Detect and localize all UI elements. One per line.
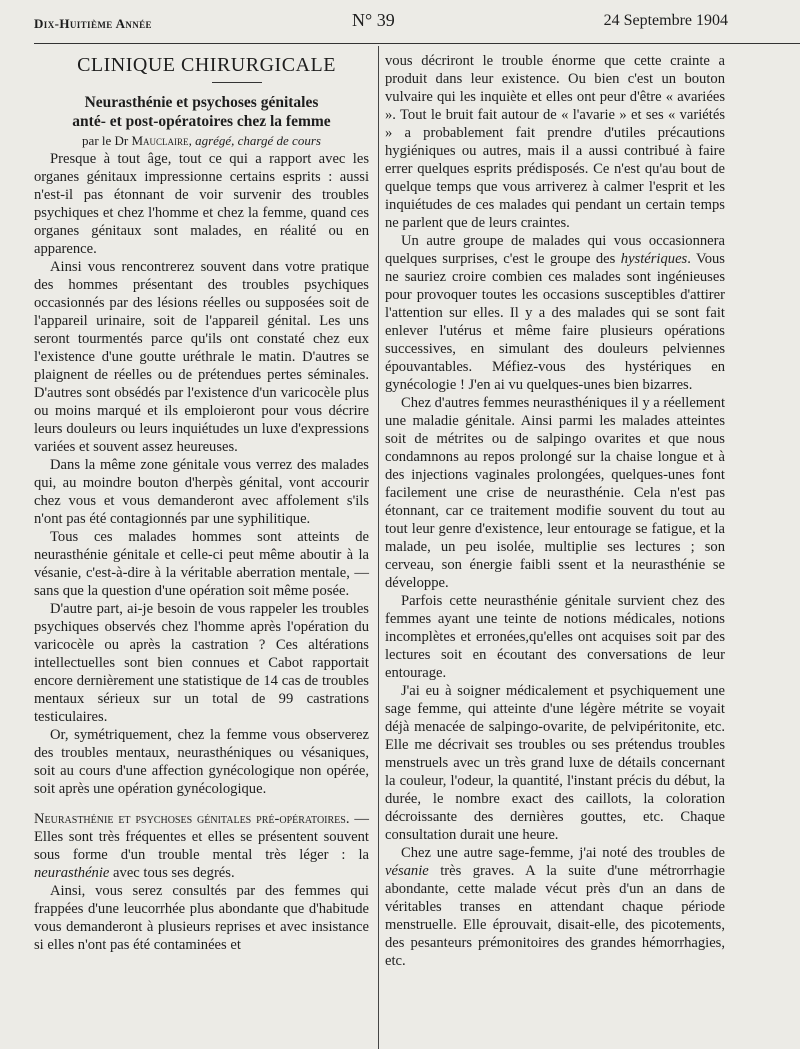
paragraph: Or, symétriquement, chez la femme vous observerez des troubles mentaux, neurasthéniques ou vésaniques, soit au cours d'une affection gynécologique non opérée, soit après une opération gynécologique. bbox=[34, 727, 369, 797]
paragraph: J'ai eu à soigner médicalement et psychiquement une sage femme, qui atteinte d'une légère métrite se voyait déjà menacée de salpingo-ovarite, de pelvipéritonite, etc. Elle me décrivait ses troubles ou ses prétendus troubles menstruels avec un très grand luxe de détails concernant la couleur, l'odeur, la quantité, l'instant précis du début, la durée, le nombre exact des caillots, la coloration décroissante des dernières gouttes, etc. Chaque consultation durait une heure. bbox=[385, 683, 725, 843]
header-rule bbox=[34, 43, 800, 44]
byline bbox=[34, 131, 369, 150]
section-heading: Neurasthénie et psychoses génitales pré-opératoires. bbox=[34, 811, 350, 827]
article-title-line2: anté- et post-opératoires chez la femme bbox=[72, 113, 331, 130]
column-divider bbox=[378, 46, 379, 1049]
paragraph: Parfois cette neurasthénie génitale survient chez des femmes ayant une teinte de notions médicales, notions incomplètes et erronées,qu'elles ont acquises soit par des lectures soit en écoutant des conversations de leur entourage. bbox=[385, 593, 725, 681]
left-column bbox=[34, 52, 369, 954]
paragraph: D'autre part, ai-je besoin de vous rappeler les troubles psychiques observés chez l'homme après l'opération du varicocèle ou après la castration ? Ces altérations intellectuelles sont bien connues et Cabot rapportait encore dernièrement une statistique de 14 cas de troubles mentaux sérieux sur un total de 99 castrations testiculaires. bbox=[34, 601, 369, 725]
byline-author: Mauclaire bbox=[131, 133, 189, 148]
title-rule bbox=[212, 82, 262, 93]
page-header bbox=[34, 10, 728, 34]
section-title: CLINIQUE CHIRURGICALE bbox=[77, 54, 336, 76]
paragraph: Presque à tout âge, tout ce qui a rapport avec les organes génitaux impressionne certains esprits : aussi n'est-il pas étonnant de voir survenir des troubles psychiques et chez l'homme et chez la femme, quand ces organes génitaux sont malades, en réalité ou en apparence. bbox=[34, 151, 369, 257]
section-paragraph: Neurasthénie et psychoses génitales pré-opératoires. — Elles sont très fréquentes et elles se présentent souvent sous forme d'un trouble mental très léger : la neurasthénie avec tous ses degrés. bbox=[34, 811, 370, 881]
paragraph: Tous ces malades hommes sont atteints de neurasthénie génitale et celle-ci peut même aboutir à la vésanie, c'est-à-dire à la véritable aberration mentale, — sans que la question d'une opération soit même posée. bbox=[34, 529, 369, 599]
paragraph: Ainsi vous rencontrerez souvent dans votre pratique des hommes présentant des troubles psychiques occasionnés par des lésions réelles ou supposées soit de l'appareil urinaire, soit de l'appareil génital. Les uns seront tourmentés parce qu'ils ont constaté chez eux l'existence d'une goutte uréthrale le matin. D'autres se plaignent de réelles ou de prétendues pertes séminales. D'autres sont obsédés par l'existence d'un varicocèle plus ou moins marqué et ils emploieront pour vous décrire leurs douleurs ou leurs inquiétudes un luxe d'expressions variées et souvent assez heureuses. bbox=[34, 259, 369, 455]
byline-role: , agrégé, chargé de cours bbox=[188, 133, 321, 148]
paragraph: Ainsi, vous serez consultés par des femmes qui frappées d'une leucorrhée plus abondante que d'habitude vous demanderont à plusieurs reprises et avec insistance si elles n'ont pas été contaminées et bbox=[34, 883, 369, 953]
volume-label: Dix-Huitième Année bbox=[34, 16, 152, 31]
paragraph: Dans la même zone génitale vous verrez des malades qui, au moindre bouton d'herpès génital, vont accourir chez vous et vous demanderont avec affolement s'ils n'ont pas été contagionnés par une syphilitique. bbox=[34, 457, 369, 527]
right-column bbox=[385, 52, 725, 970]
byline-prefix: par le Dr bbox=[82, 133, 132, 148]
paragraph: Chez une autre sage-femme, j'ai noté des troubles de vésanie très graves. A la suite d'une métrorrhagie abondante, cette malade vécut près d'un an dans de véritables transes en attendant chaque période menstruelle. Elle éprouvait, disait-elle, des picotements, des pesanteurs prémonitoires des grandes hémorrhagies, etc. bbox=[385, 845, 725, 969]
article-title-line1: Neurasthénie et psychoses génitales bbox=[84, 94, 319, 111]
paragraph: vous décriront le trouble énorme que cette crainte a produit dans leur existence. Ou bien c'est un bouton vulvaire qui les inquiète et elles ont peur d'être « avariées ». Tout le bruit fait autour de « l'avarie » et ses « variétés » a probablement fait prendre d'utiles précautions hygiéniques ou autres, mais il a aussi contribué à faire errer quelques esprits prédisposés. Ce n'est qu'au bout de quelque temps que vous arriverez à calmer l'esprit et les inquiétudes de ces malades qui pendant un certain temps ne parlent que de leurs craintes. bbox=[385, 53, 725, 231]
paragraph: Chez d'autres femmes neurasthéniques il y a réellement une maladie génitale. Ainsi parmi les malades atteintes soit de métrites ou de salpingo ovarites et que nous condamnons au repos prolongé sur la chaise longue et à des injections vaginales prolongées, quelques-unes font facilement une crise de neurasthénie. Cela n'est pas étonnant, car ce traitement modifie souvent du tout au tout leur genre d'existence, leur entourage se fatigue, et la malade, un peu isolée, multiplie ses lectures ; son cerveau, son énergie faibli ssent et la neurasthénie se développe. bbox=[385, 395, 725, 591]
issue-number: N° 39 bbox=[352, 10, 395, 30]
paragraph: Un autre groupe de malades qui vous occasionnera quelques surprises, c'est le groupe des hystériques. Vous ne sauriez croire combien ces malades sont ingénieuses pour provoquer toutes les occasions susceptibles d'attirer l'attention sur elles. Il y a des malades qui se sont fait enlever l'utérus et même faire plusieurs opérations successives, en simulant des douleurs pelviennes épouvantables. Méfiez-vous des hystériques en gynécologie ! J'en ai vu quelques-unes bien bizarres. bbox=[385, 233, 725, 393]
issue-date: 24 Septembre 1904 bbox=[603, 12, 728, 29]
